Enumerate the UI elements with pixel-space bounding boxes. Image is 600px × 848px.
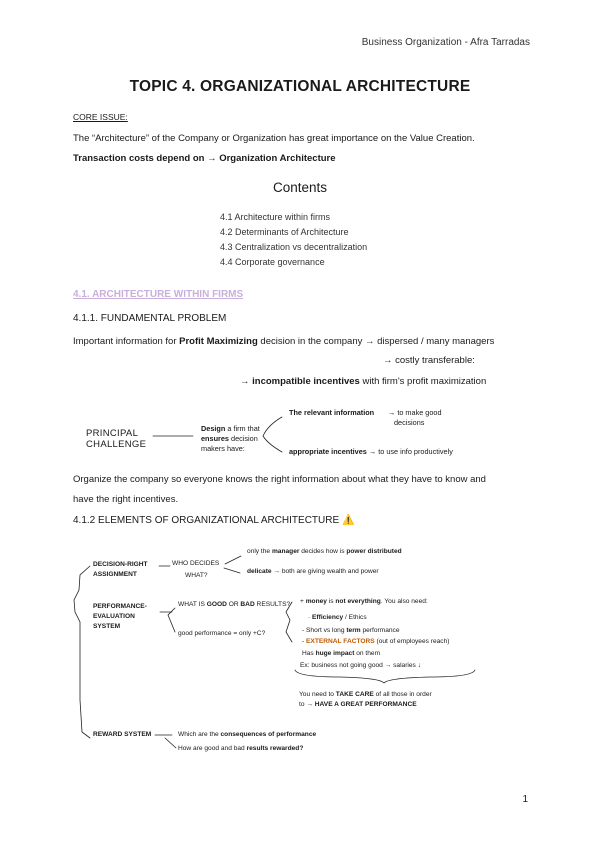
connector-line (225, 556, 241, 564)
efficiency-line: · Efficiency / Ethics (308, 614, 367, 621)
design-line-2: ensures decision (201, 434, 258, 443)
money-line: + money is not everything. You also need: (300, 598, 428, 605)
connector-brace (295, 670, 475, 683)
connector-brace (74, 566, 90, 738)
external-factors: - EXTERNAL FACTORS (out of employees reach) (302, 638, 450, 645)
performance-2: EVALUATION (93, 613, 135, 620)
running-head: Business Organization - Afra Tarradas (361, 37, 530, 48)
problem-line-3: → incompatible incentives with firm's profit maximization (240, 376, 487, 387)
problem-line-2: → costly transferable: (383, 355, 475, 366)
connector-brace (263, 417, 282, 452)
connector-line (165, 738, 176, 748)
huge-impact: Has huge impact on them (302, 650, 381, 657)
toc-item[interactable]: 4.2 Determinants of Architecture (220, 227, 349, 237)
connector-brace (286, 602, 292, 642)
core-issue-label: CORE ISSUE: (73, 112, 128, 122)
toc-item[interactable]: 4.3 Centralization vs decentralization (220, 242, 368, 252)
subsection-heading: 4.1.1. FUNDAMENTAL PROBLEM (73, 313, 227, 324)
design-line-3: makers have: (201, 444, 245, 453)
connector-line (224, 568, 240, 573)
consequences: Which are the consequences of performance (178, 731, 317, 738)
rewarded: How are good and bad results rewarded? (178, 745, 304, 752)
incentives: appropriate incentives → to use info productively (289, 447, 453, 456)
organize-line-2: have the right incentives. (73, 494, 179, 505)
core-issue-text: The “Architecture” of the Company or Organization has great importance on the Value Creation. (73, 133, 475, 144)
decision-right-2: ASSIGNMENT (93, 571, 137, 578)
great-performance: to → HAVE A GREAT PERFORMANCE (299, 701, 417, 708)
challenge-label: CHALLENGE (86, 439, 147, 450)
core-issue-bold: Transaction costs depend on → Organization Architecture (73, 153, 336, 164)
principal-label: PRINCIPAL (86, 428, 139, 439)
toc-item[interactable]: 4.1 Architecture within firms (220, 212, 331, 222)
take-care: You need to TAKE CARE of all those in order (299, 691, 432, 698)
relevant-info-rest-1: → to make good (388, 408, 442, 417)
organize-line-1: Organize the company so everyone knows the right information about what they have to know and (73, 474, 486, 485)
performance-3: SYSTEM (93, 623, 121, 630)
decision-right-1: DECISION-RIGHT (93, 561, 148, 568)
problem-line-1: Important information for Profit Maximizing decision in the company → dispersed / many managers (73, 336, 495, 347)
what: WHAT? (185, 572, 208, 579)
delicate: delicate → both are giving wealth and power (247, 568, 379, 575)
reward-system: REWARD SYSTEM (93, 731, 152, 738)
ex-business: Ex: business not going good → salaries ↓ (300, 662, 421, 669)
page-number: 1 (522, 794, 528, 805)
warning-icon: ⚠️ (342, 515, 355, 526)
section-heading: 4.1. ARCHITECTURE WITHIN FIRMS (73, 289, 244, 300)
relevant-info-rest-2: decisions (394, 418, 425, 427)
good-performance: good performance = only +C? (178, 630, 266, 637)
short-vs-long: - Short vs long term performance (302, 627, 400, 634)
performance-1: PERFORMANCE- (93, 603, 147, 610)
subsection-heading-2: 4.1.2 ELEMENTS OF ORGANIZATIONAL ARCHITECTURE ⚠️ (73, 515, 355, 526)
contents-heading: Contents (272, 180, 328, 195)
only-manager: only the manager decides how is power distributed (247, 548, 402, 555)
design-line-1: Design a firm that (201, 424, 260, 433)
who-decides: WHO DECIDES (172, 560, 220, 567)
relevant-info: The relevant information (289, 408, 375, 417)
toc-item[interactable]: 4.4 Corporate governance (220, 257, 325, 267)
what-is-good: WHAT IS GOOD OR BAD RESULTS? (178, 601, 291, 608)
page-title: TOPIC 4. ORGANIZATIONAL ARCHITECTURE (129, 78, 471, 95)
